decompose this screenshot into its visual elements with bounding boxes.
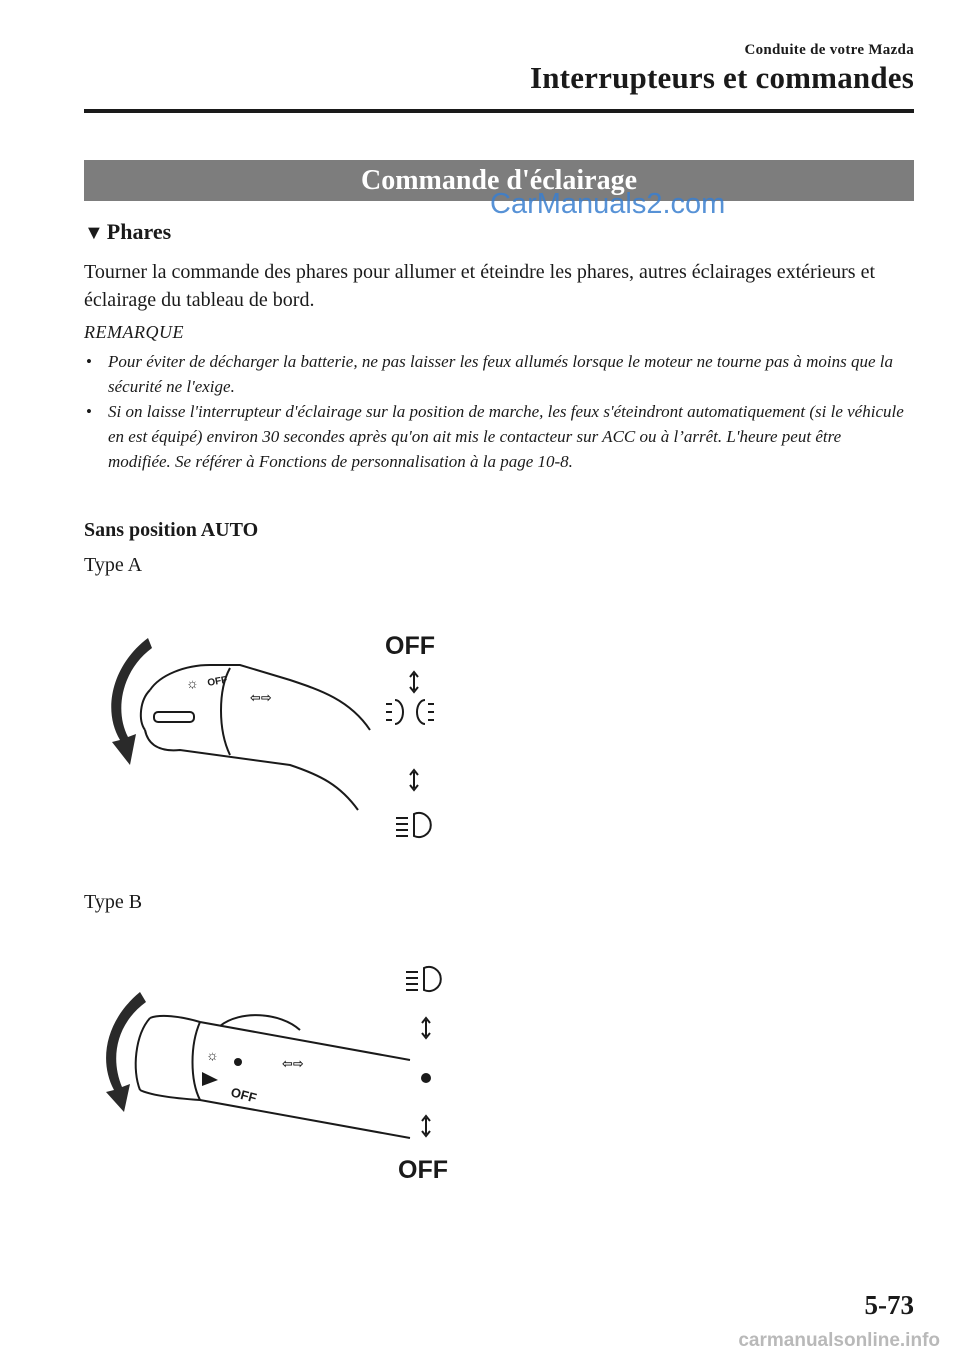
bullet-icon: •: [86, 352, 92, 371]
up-down-arrow-icon: [422, 1018, 430, 1038]
off-position-label: OFF: [385, 632, 435, 660]
footer-watermark: carmanualsonline.info: [738, 1330, 940, 1351]
section-title: Interrupteurs et commandes: [529, 60, 914, 95]
note-heading: REMARQUE: [84, 322, 184, 342]
svg-text:⇦⇨: ⇦⇨: [250, 690, 272, 705]
type-a-label: Type A: [84, 554, 143, 576]
svg-text:☼: ☼: [186, 675, 199, 691]
note-item-text: Pour éviter de décharger la batterie, ne pas laisser les feux allumés lorsque le moteur ne tourne pas à moins que la sécurité ne l'exige.: [108, 352, 894, 396]
type-b-label: Type B: [84, 891, 143, 913]
page-number: 5-73: [864, 1290, 914, 1320]
parking-lights-icon: [386, 700, 434, 724]
note-item: [84, 399, 904, 474]
subsection-heading: [84, 219, 171, 245]
up-down-arrow-icon: [422, 1116, 430, 1136]
note-item: [84, 349, 904, 399]
header-divider: [84, 109, 914, 113]
headlight-icon: [396, 813, 431, 837]
rotate-arrow-icon: [111, 638, 152, 765]
rotate-arrow-icon: [106, 992, 146, 1112]
no-auto-heading: Sans position AUTO: [84, 519, 259, 541]
type-a-illustration: [90, 620, 470, 860]
up-down-arrow-icon: [410, 770, 418, 790]
intro-paragraph: Tourner la commande des phares pour allumer et éteindre les phares, autres éclairages extérieurs et éclairage du tableau de bord.: [84, 261, 876, 311]
up-down-arrow-icon: [410, 672, 418, 692]
headlight-icon: [406, 967, 441, 991]
stalk-off-label: OFF: [229, 1084, 259, 1106]
watermark-text: CarManuals2.com: [490, 188, 726, 220]
note-item-text: Si on laisse l'interrupteur d'éclairage sur la position de marche, les feux s'éteindront automatiquement (si le véhicule en est équipé) environ 30 secondes après qu'on ait mis le contacteur sur ACC ou à l’arrêt. L'heure peut être modifiée. Se référer à Fonctions de personnalisation à la page 10-8.: [108, 402, 904, 471]
off-position-label: OFF: [398, 1156, 448, 1184]
bullet-icon: •: [86, 402, 92, 421]
chapter-title: Conduite de votre Mazda: [744, 42, 914, 58]
subsection-title: Phares: [106, 219, 172, 244]
svg-text:⇦⇨: ⇦⇨: [282, 1056, 304, 1071]
svg-text:☼: ☼: [206, 1047, 219, 1063]
parking-lights-position-icon: [421, 1073, 431, 1083]
stalk-off-label: OFF: [206, 674, 229, 689]
type-b-illustration: [90, 960, 470, 1190]
section-banner: Commande d'éclairage: [84, 160, 914, 201]
triangle-marker-icon: ▼: [84, 222, 104, 244]
